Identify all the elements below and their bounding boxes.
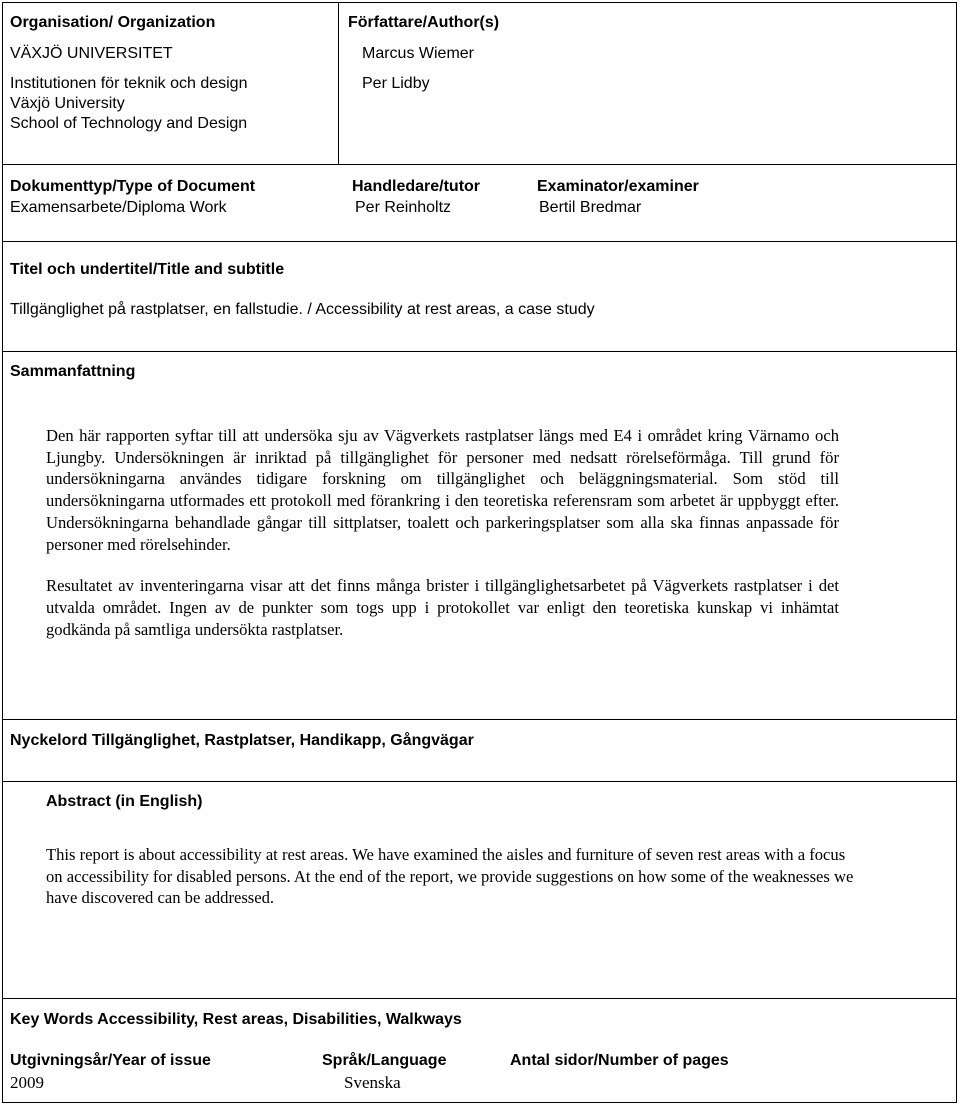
divider-3 bbox=[2, 351, 957, 352]
language-heading: Språk/Language bbox=[322, 1052, 447, 1069]
author-name: Marcus Wiemer bbox=[362, 45, 475, 62]
document-type-value: Examensarbete/Diploma Work bbox=[10, 199, 227, 216]
title-heading: Titel och undertitel/Title and subtitle bbox=[10, 261, 285, 278]
organization-line: Institutionen för teknik och design bbox=[10, 75, 248, 92]
university-name: VÄXJÖ UNIVERSITET bbox=[10, 45, 173, 62]
author-name: Per Lidby bbox=[362, 75, 430, 92]
authors-heading: Författare/Author(s) bbox=[348, 14, 500, 31]
summary-paragraph: Den här rapporten syftar till att undersöka sju av Vägverkets rastplatser längs med E4 i området kring Värnamo och Ljungby. Undersökningen är inriktad på tillgänglighet för personer med nedsatt rörelseförmåga. Till grund för undersökningarna användes tidigare forskning om tillgänglighet och beläggningsmaterial. Som stöd till undersökningarna utformades ett protokoll med förankring i den teoretiska referensram som arbetet är uppbyggt efter. Undersökningarna behandlade gångar till sittplatser, toalett och parkeringsplatser som alla ska finnas anpassade för personer med rörelsehinder. bbox=[46, 426, 839, 554]
abstract-line: This report is about accessibility at rest areas. We have examined the aisles and furniture of seven rest areas with a focus bbox=[46, 845, 846, 864]
summary-heading: Sammanfattning bbox=[10, 363, 136, 380]
abstract-body bbox=[46, 844, 946, 909]
examiner-value: Bertil Bredmar bbox=[539, 199, 642, 216]
tutor-heading: Handledare/tutor bbox=[352, 178, 481, 195]
document-type-heading: Dokumenttyp/Type of Document bbox=[10, 178, 256, 195]
abstract-line: on accessibility for disabled persons. At the end of the report, we provide suggestions on how some of the weaknesses we bbox=[46, 866, 854, 886]
divider-5 bbox=[2, 781, 957, 782]
organization-heading: Organisation/ Organization bbox=[10, 14, 216, 31]
abstract-line: have discovered can be addressed. bbox=[46, 888, 275, 908]
tutor-value: Per Reinholtz bbox=[355, 199, 452, 216]
keywords-en: Key Words Accessibility, Rest areas, Disabilities, Walkways bbox=[10, 1011, 462, 1028]
pages-heading: Antal sidor/Number of pages bbox=[510, 1052, 729, 1069]
summary-paragraph: Resultatet av inventeringarna visar att det finns många brister i tillgänglighetsarbetet på Vägverkets rastplatser i det utvalda området. Ingen av de punkter som togs upp i protokollet var enligt den teoretiska kunskap vi inhämtat godkända på samtliga undersökta rastplatser. bbox=[46, 576, 839, 639]
summary-body bbox=[46, 425, 839, 640]
organization-line: Växjö University bbox=[10, 95, 125, 112]
divider-1 bbox=[2, 164, 957, 165]
keywords-sv: Nyckelord Tillgänglighet, Rastplatser, Handikapp, Gångvägar bbox=[10, 732, 474, 749]
divider-4 bbox=[2, 719, 957, 720]
divider-2 bbox=[2, 241, 957, 242]
column-divider bbox=[338, 2, 339, 164]
organization-line: School of Technology and Design bbox=[10, 115, 248, 132]
title-value: Tillgänglighet på rastplatser, en fallstudie. / Accessibility at rest areas, a case study bbox=[10, 301, 595, 318]
language-value: Svenska bbox=[344, 1073, 401, 1092]
year-heading: Utgivningsår/Year of issue bbox=[10, 1052, 211, 1069]
abstract-heading: Abstract (in English) bbox=[46, 793, 203, 810]
divider-6 bbox=[2, 998, 957, 999]
examiner-heading: Examinator/examiner bbox=[537, 178, 699, 195]
year-value: 2009 bbox=[10, 1073, 44, 1092]
